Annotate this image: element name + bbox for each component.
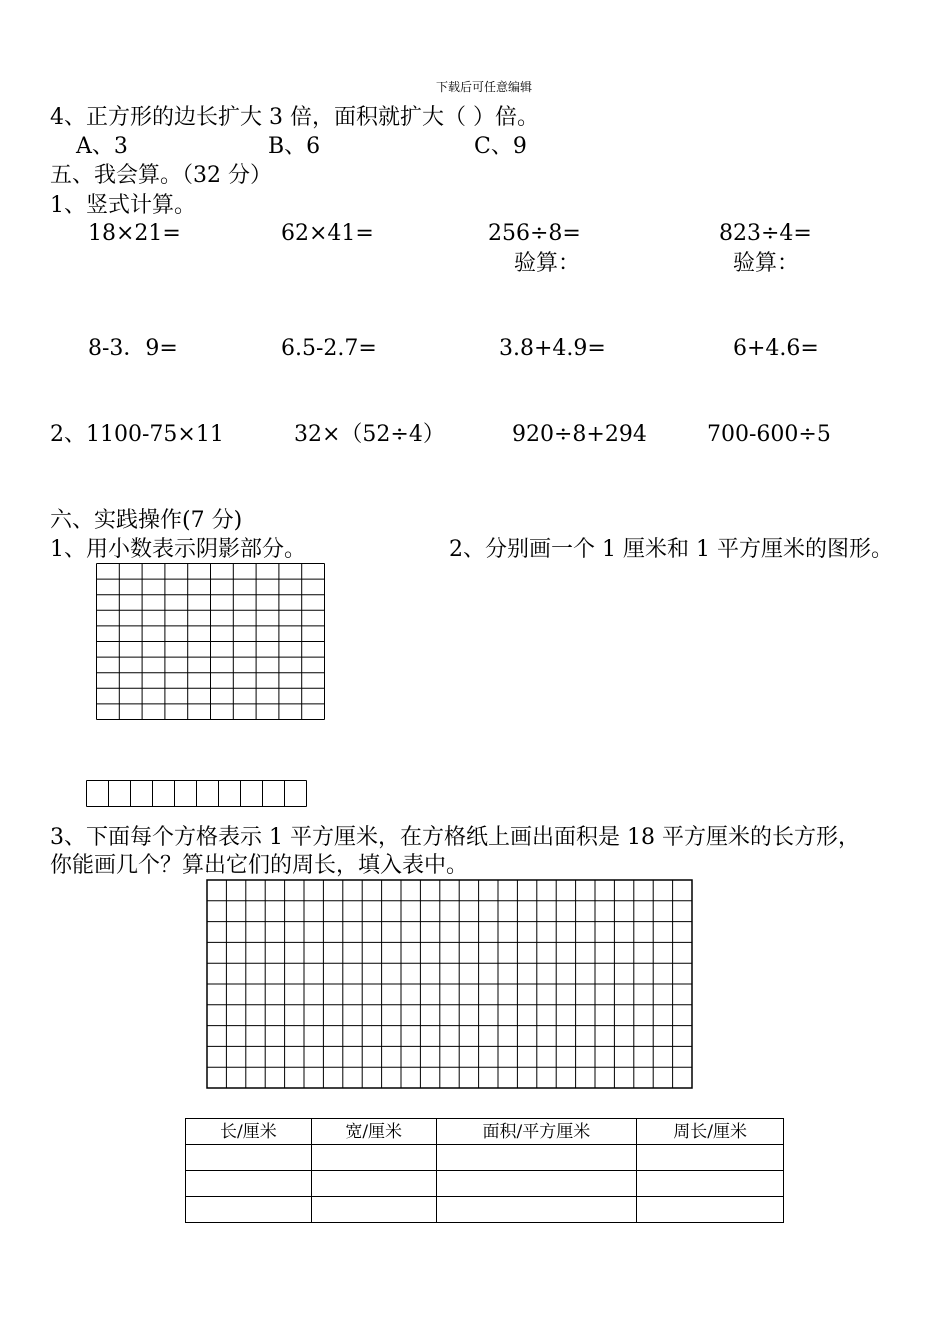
calc-823div4: 823÷4= [719,221,812,246]
section-6-q3-line1: 3、下面每个方格表示 1 平方厘米，在方格纸上画出面积是 18 平方厘米的长方形， [50,825,860,850]
calc-62x41: 62×41= [281,221,374,246]
section-6-q1: 1、用小数表示阴影部分。 [50,537,306,562]
section-5-sub1: 1、竖式计算。 [50,193,196,218]
calc-1100-75x11: 2、1100-75×11 [50,422,224,447]
table-cell[interactable] [436,1197,637,1223]
table-cell[interactable] [436,1171,637,1197]
table-row [186,1197,784,1223]
calc-700-600div5: 700-600÷5 [707,422,831,447]
question-4-option-c: C、9 [474,134,527,159]
header-area: 面积/平方厘米 [436,1119,637,1145]
decimal-grid-10x10 [96,563,326,721]
question-4-option-b: B、6 [268,134,321,159]
table-cell[interactable] [186,1197,312,1223]
section-5-title: 五、我会算。（32 分） [50,163,272,188]
decimal-strip-1x10 [86,780,308,808]
table-cell[interactable] [311,1145,436,1171]
table-cell[interactable] [436,1145,637,1171]
section-6-q3-line2: 你能画几个？算出它们的周长，填入表中。 [50,853,469,878]
section-6-title: 六、实践操作(7 分) [50,508,243,533]
table-row [186,1145,784,1171]
table-cell[interactable] [311,1197,436,1223]
calc-18x21: 18×21= [88,221,181,246]
page-header: 下载后可任意编辑 [436,80,533,94]
calc-6plus4.6: 6+4.6= [733,336,819,361]
table-cell[interactable] [637,1197,784,1223]
table-row [186,1171,784,1197]
calc-8minus3.9: 8-3．9= [88,336,178,361]
question-4-option-a: A、3 [76,134,128,159]
question-4-stem: 4、正方形的边长扩大 3 倍，面积就扩大（ ）倍。 [50,105,539,130]
calc-920div8plus294: 920÷8+294 [512,422,647,447]
table-cell[interactable] [311,1171,436,1197]
table-cell[interactable] [637,1145,784,1171]
graph-paper-grid [206,879,694,1091]
section-6-q2: 2、分别画一个 1 厘米和 1 平方厘米的图形。 [449,537,893,562]
header-perimeter: 周长/厘米 [637,1119,784,1145]
calc-32x52div4: 32×（52÷4） [294,422,445,447]
table-cell[interactable] [637,1171,784,1197]
check-label-1: 验算： [514,251,581,276]
table-cell[interactable] [186,1145,312,1171]
table-header-row [186,1119,784,1145]
calc-3.8plus4.9: 3.8+4.9= [499,336,606,361]
table-cell[interactable] [186,1171,312,1197]
header-width: 宽/厘米 [311,1119,436,1145]
calc-6.5minus2.7: 6.5-2.7= [281,336,377,361]
check-label-2: 验算： [733,251,800,276]
perimeter-table [185,1118,784,1223]
header-length: 长/厘米 [186,1119,312,1145]
calc-256div8: 256÷8= [488,221,581,246]
